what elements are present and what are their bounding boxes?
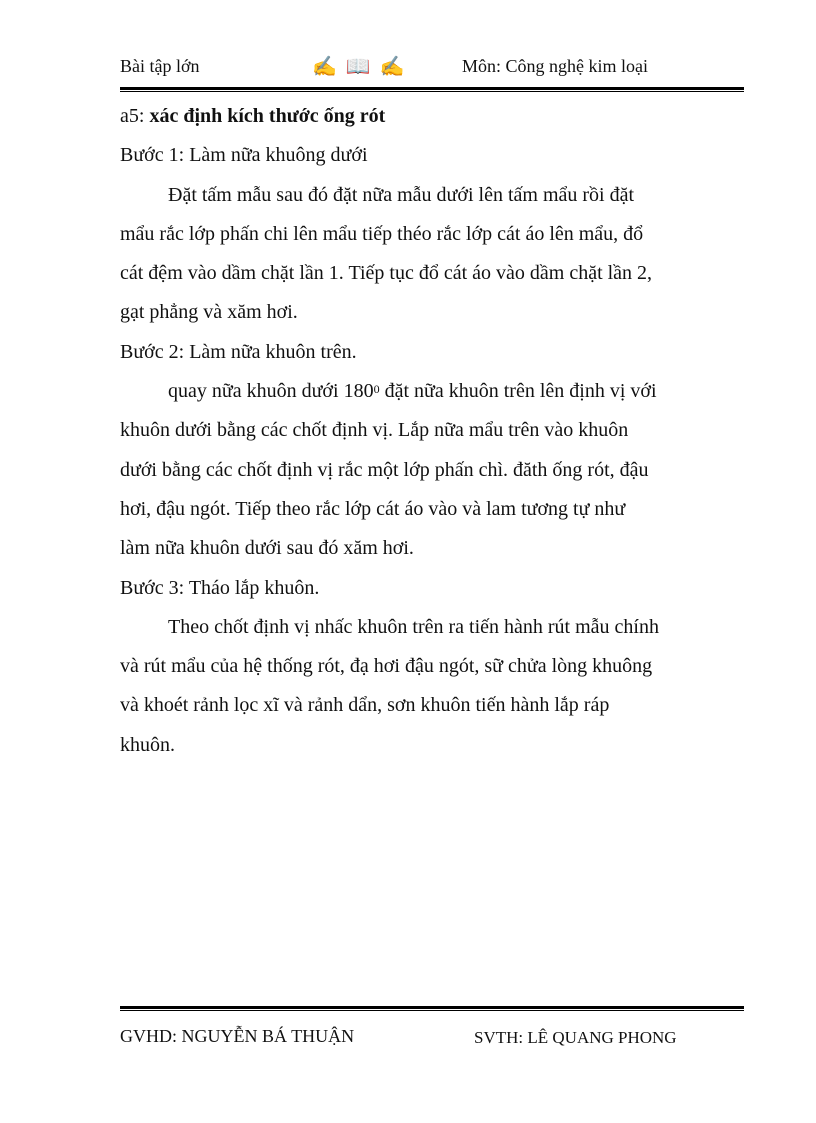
paragraph-line: Theo chốt định vị nhấc khuôn trên ra tiến hành rút mẫu chính <box>168 615 659 638</box>
header-left-text: Bài tập lớn <box>120 56 200 76</box>
paragraph-line: Đặt tấm mẫu sau đó đặt nữa mẫu dưới lên tấm mẩu rồi đặt <box>168 183 635 206</box>
paragraph-line: làm nữa khuôn dưới sau đó xăm hơi. <box>120 537 414 560</box>
page-header <box>120 54 744 78</box>
instructor-name: GVHD: NGUYỄN BÁ THUẬN <box>120 1026 355 1046</box>
student-name: SVTH: LÊ QUANG PHONG <box>474 1028 677 1047</box>
paragraph-line: gạt phẳng và xăm hơi. <box>120 301 298 324</box>
header-divider <box>120 87 744 92</box>
footer-divider <box>120 1006 744 1011</box>
paragraph-line: cát đệm vào dầm chặt lần 1. Tiếp tục đổ cát áo vào dầm chặt lần 2, <box>120 262 653 285</box>
paragraph-line: dưới bằng các chốt định vị rắc một lớp phấn chì. đăth ống rót, đậu <box>120 458 649 481</box>
paragraph-line: hơi, đậu ngót. Tiếp theo rắc lớp cát áo vào và lam tương tự như <box>120 497 626 520</box>
paragraph-line <box>120 376 700 415</box>
step-2-heading: Bước 2: Làm nữa khuôn trên. <box>120 340 357 363</box>
header-writing-book-icon: ✍ 📖 ✍ <box>312 56 407 78</box>
paragraph-line: khuôn dưới bằng các chốt định vị. Lắp nữa mẩu trên vào khuôn <box>120 419 629 442</box>
section-title <box>120 101 700 140</box>
paragraph-line: và khoét rảnh lọc xĩ và rảnh dẩn, sơn khuôn tiến hành lắp ráp <box>120 694 610 717</box>
degree-superscript: 0 <box>373 382 380 397</box>
step-3-heading: Bước 3: Tháo lắp khuôn. <box>120 576 320 599</box>
document-body <box>120 101 700 769</box>
header-subject-text: Môn: Công nghệ kim loại <box>462 56 648 76</box>
section-heading: xác định kích thước ống rót <box>149 105 386 127</box>
paragraph-line: khuôn. <box>120 733 175 756</box>
section-number: a5: <box>120 105 150 127</box>
paragraph-text: quay nữa khuôn dưới 180 <box>168 380 374 403</box>
paragraph-text: đặt nữa khuôn trên lên định vị với <box>379 380 657 403</box>
paragraph-line: và rút mẩu của hệ thống rót, đạ hơi đậu ngót, sữ chửa lòng khuông <box>120 655 653 678</box>
step-1-heading: Bước 1: Làm nữa khuông dưới <box>120 144 368 167</box>
paragraph-line: mẩu rắc lớp phấn chi lên mẩu tiếp théo rắc lớp cát áo lên mẩu, đổ <box>120 222 644 245</box>
